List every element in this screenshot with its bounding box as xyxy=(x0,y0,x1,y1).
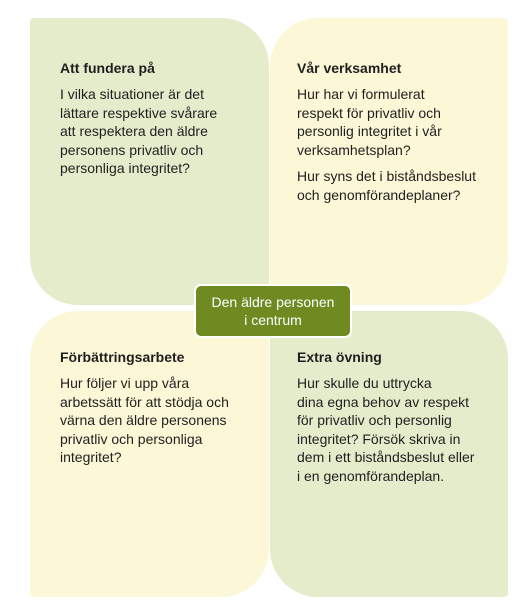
quadrant-title: Vår verksamhet xyxy=(297,60,402,76)
quadrant-extra-ovning xyxy=(270,311,508,597)
quadrant-text: I vilka situationer är det lättare respektive svårare att respektera den äldre personens privatliv och personliga integritet? xyxy=(60,86,218,176)
quadrant-text: Hur följer vi upp våra arbetssätt för att stödja och värna den äldre personens privatliv och personliga integritet? xyxy=(60,375,229,465)
quadrant-var-verksamhet xyxy=(270,18,508,305)
quadrant-forbattringsarbete xyxy=(30,311,269,597)
quadrant-title: Förbättringsarbete xyxy=(60,349,185,365)
center-label: Den äldre personen i centrum xyxy=(196,286,350,336)
quadrant-text: Hur har vi formulerat respekt för privatliv och personlig integritet i vår verksamhetsplan? xyxy=(297,86,442,158)
quadrant-title: Extra övning xyxy=(297,349,382,365)
quadrant-text: Hur skulle du uttrycka dina egna behov av respekt för privatliv och personlig integritet? Försök skriva in dem i ett biståndsbeslut eller i en genomförandeplan. xyxy=(297,375,475,484)
quadrant-title: Att fundera på xyxy=(60,60,155,76)
quadrant-att-fundera-pa xyxy=(30,18,269,305)
quadrant-text: Hur syns det i biståndsbeslut och genomförandeplaner? xyxy=(297,168,476,203)
